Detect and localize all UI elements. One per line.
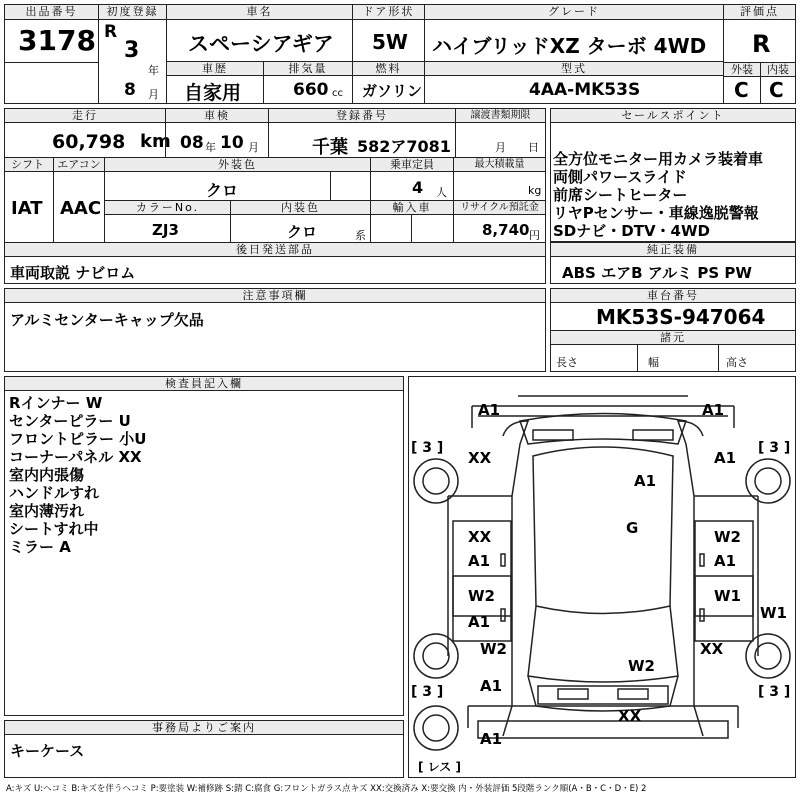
dimensions-header: 諸元 [551, 331, 795, 345]
damage-mark: A1 [714, 552, 737, 570]
length-label: 長さ [556, 356, 578, 369]
inspector-header: 検査員記入欄 [5, 377, 403, 391]
width-label: 幅 [648, 356, 659, 369]
score: R [752, 30, 771, 58]
damage-mark: XX [468, 449, 492, 467]
fuel: ガソリン [362, 82, 423, 100]
first-reg-year: 3 [124, 38, 140, 63]
displacement-header: 排気量 [264, 62, 352, 76]
genuine-header: 純正装備 [551, 243, 795, 257]
lot-number: 3178 [18, 24, 96, 57]
inspection-header: 車検 [166, 109, 268, 123]
sales-point: SDナビ・DTV・4WD [553, 222, 710, 240]
office-header: 事務局よりご案内 [5, 721, 403, 735]
sales-point: リヤPセンサー・車線逸脱警報 [553, 204, 759, 222]
damage-mark: W1 [760, 604, 787, 622]
inspector-note: コーナーパネル XX [9, 448, 142, 466]
inspection-year: 08 [180, 133, 204, 153]
grade-header: グレード [425, 5, 723, 20]
shift-header: シフト [5, 158, 53, 172]
damage-mark: W2 [628, 657, 655, 675]
damage-mark: XX [468, 528, 492, 546]
ext-color: クロ [206, 181, 239, 200]
car-name-header: 車名 [167, 5, 352, 20]
first-reg-era: R [104, 22, 118, 42]
plate-region: 千葉 [312, 137, 348, 158]
km-unit: km [140, 131, 171, 152]
yen-unit: 円 [529, 229, 540, 242]
damage-mark: A1 [702, 401, 725, 419]
first-reg-header: 初度登録 [99, 5, 166, 20]
inspector-note: 室内薄汚れ [9, 502, 85, 520]
grade: ハイブリッドXZ ターボ 4WD [432, 34, 707, 58]
int-color-header: 内装色 [231, 201, 370, 215]
max-load-header: 最大積載量 [454, 158, 545, 172]
month-unit: 月 [148, 88, 159, 101]
car-diagram [408, 376, 796, 778]
capacity-header: 乗車定員 [371, 158, 453, 172]
recycle: 8,740 [482, 221, 530, 239]
aircon-header: エアコン [54, 158, 104, 172]
notes: アルミセンターキャップ欠品 [10, 311, 204, 329]
plate-header: 登録番号 [269, 109, 455, 123]
kei-unit: 系 [355, 229, 366, 242]
inspector-note: シートすれ中 [9, 520, 99, 538]
year-unit: 年 [148, 64, 159, 77]
shift: IAT [11, 198, 43, 219]
capacity: 4 [412, 178, 424, 197]
tire-mark: [ 3 ] [411, 440, 444, 456]
ext-color-header: 外装色 [105, 158, 370, 172]
damage-mark: XX [700, 640, 724, 658]
model-code-header: 型式 [425, 62, 723, 76]
damage-mark: XX [618, 707, 642, 725]
color-no: ZJ3 [152, 221, 179, 239]
exterior-score: C [734, 78, 749, 102]
inspector-note: フロントピラー 小U [9, 430, 147, 448]
tire-mark: [ 3 ] [758, 440, 791, 456]
damage-mark: A1 [468, 552, 491, 570]
displacement: 660 [293, 80, 329, 100]
transfer-day-unit: 日 [528, 141, 539, 154]
car-name: スペーシアギア [188, 32, 334, 56]
damage-mark: W2 [468, 587, 495, 605]
inspector-list [9, 394, 146, 556]
history: 自家用 [184, 82, 242, 104]
office-note: キーケース [10, 742, 85, 760]
interior-header: 内装 [761, 63, 795, 77]
interior-score: C [769, 78, 784, 102]
aircon: AAC [60, 198, 102, 219]
inspection-month: 10 [220, 133, 244, 153]
recycle-header: リサイクル預託金 [454, 201, 545, 215]
mileage: 60,798 [52, 131, 126, 153]
door-header: ドア形状 [353, 5, 424, 20]
tire-mark: [ 3 ] [411, 684, 444, 700]
damage-mark: W2 [480, 640, 507, 658]
chassis-header: 車台番号 [551, 289, 795, 303]
sales-point: 全方位モニター用カメラ装着車 [553, 150, 764, 168]
inspection-month-unit: 月 [248, 141, 259, 154]
transfer-month-unit: 月 [495, 141, 506, 154]
door-type: 5W [372, 30, 408, 54]
exterior-header: 外装 [724, 63, 760, 77]
plate-number: 582ア7081 [357, 137, 451, 156]
later-parts: 車両取説 ナビロム [10, 264, 136, 282]
inspector-note: 室内内張傷 [9, 466, 85, 484]
damage-mark: A1 [468, 613, 491, 631]
int-color: クロ [287, 223, 318, 241]
later-parts-header: 後日発送部品 [5, 243, 545, 257]
height-label: 高さ [726, 356, 748, 369]
damage-mark: A1 [480, 730, 503, 748]
lot-header: 出品番号 [5, 5, 98, 20]
damage-mark: A1 [634, 472, 657, 490]
sales-points-list [553, 150, 763, 240]
first-reg-month: 8 [124, 80, 136, 100]
damage-mark: A1 [480, 677, 503, 695]
inspector-note: センターピラー U [9, 412, 131, 430]
sales-point: 両側パワースライド [553, 168, 687, 186]
sales-point: 前席シートヒーター [553, 186, 688, 204]
model-code: 4AA-MK53S [529, 80, 641, 100]
chassis-number: MK53S-947064 [596, 305, 766, 329]
kg-unit: kg [528, 184, 542, 197]
damage-mark: A1 [478, 401, 501, 419]
fuel-header: 燃料 [353, 62, 424, 76]
inspection-year-unit: 年 [205, 141, 216, 154]
transfer-header: 譲渡書類期限 [456, 109, 545, 123]
inspector-note: ミラー A [9, 538, 71, 556]
mileage-header: 走行 [5, 109, 165, 123]
legend: A:キズ U:ヘコミ B:キズを伴うヘコミ P:要塗装 W:補修跡 S:錆 C:腐食 G:フロントガラス点キズ XX:交換済み X:要交換 内・外装評価 5段階ランク順(A・B・C・D・E) 2 [6, 784, 647, 794]
genuine-equipment: ABS エアB アルミ PS PW [562, 264, 752, 282]
inspector-note: ハンドルすれ [9, 484, 100, 502]
damage-mark: W2 [714, 528, 741, 546]
score-header: 評価点 [724, 5, 795, 20]
color-no-header: カラーNo. [105, 201, 230, 215]
damage-mark: A1 [714, 449, 737, 467]
damage-mark: G [626, 519, 639, 537]
cc-unit: cc [332, 88, 343, 99]
tire-mark: [ レス ] [418, 760, 461, 774]
inspector-note: Rインナー W [9, 394, 103, 412]
damage-mark: W1 [714, 587, 741, 605]
notes-header: 注意事項欄 [5, 289, 545, 303]
history-header: 車歴 [167, 62, 263, 76]
sales-points-header: セールスポイント [551, 109, 795, 123]
tire-mark: [ 3 ] [758, 684, 791, 700]
import-header: 輸入車 [371, 201, 453, 215]
person-unit: 人 [436, 186, 447, 199]
